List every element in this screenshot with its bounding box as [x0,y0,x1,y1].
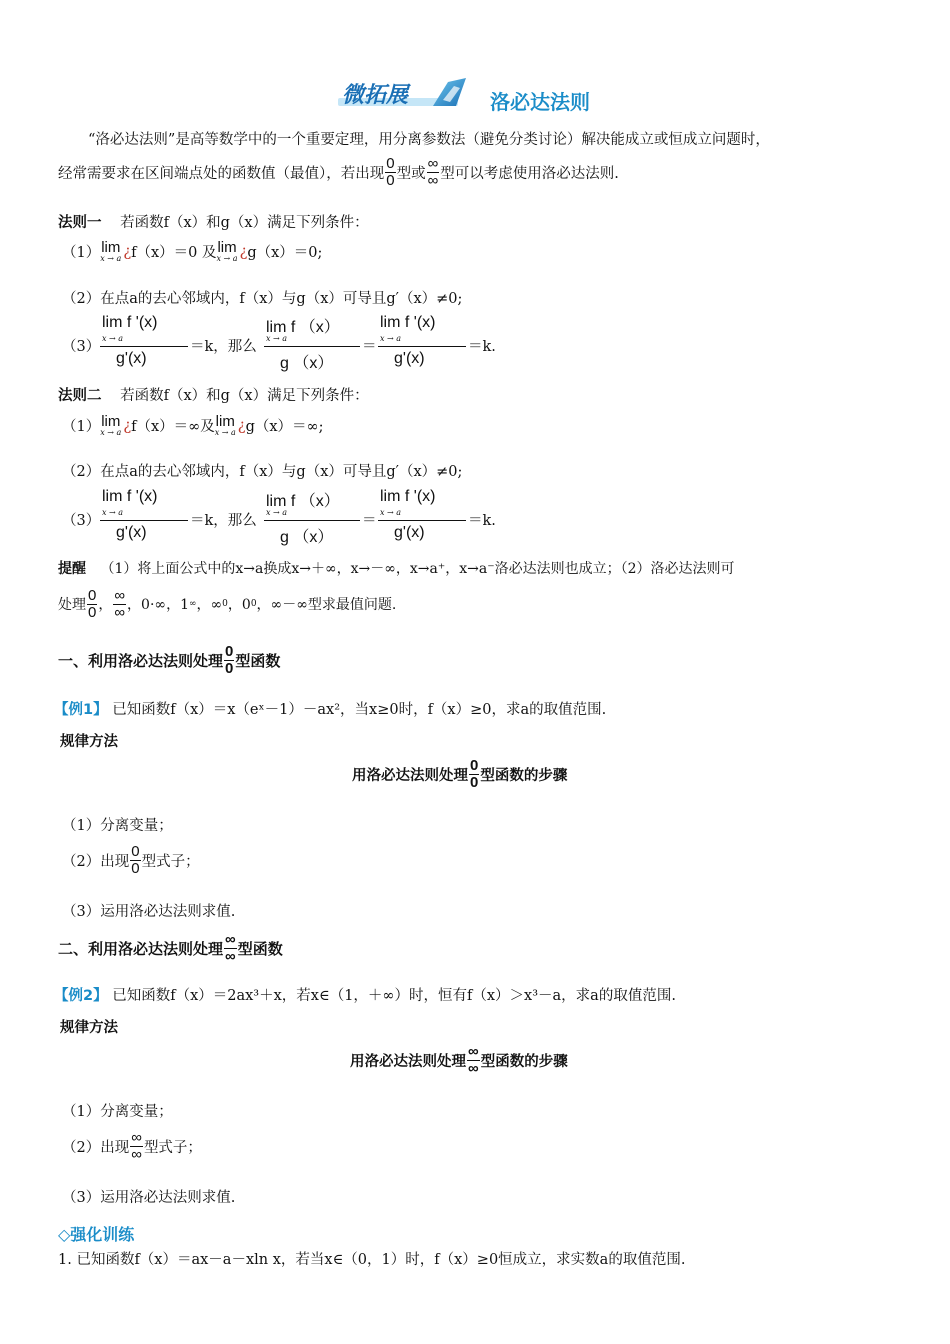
limit-symbol: lim x → a [100,413,122,437]
fraction-inf-over-inf: $\frac{\infty}{\infty}$ [114,587,126,621]
fraction-zero-over-zero: $\frac{0}{0}$ [470,757,479,791]
page-title: 洛必达法则 [490,90,590,114]
section1-step3: （3）运用洛必达法则求值. [62,904,236,920]
rule1-condition: 若函数f（x）和g（x）满足下列条件： [120,215,369,231]
fraction-zero-over-zero: $\frac{0}{0}$ [225,643,234,677]
logo-badge [338,76,468,110]
example1 [54,698,606,719]
garbled-glyph: ¿ [123,243,132,260]
section2-heading: 二、利用洛必达法则处理 $\frac{\infty}{\infty}$ 型函数 [58,931,283,965]
reminder-label: 提醒 [58,561,86,577]
rule2-frac2-den: g （x） [280,529,334,546]
example2-label: 【例2】 [54,988,108,1004]
training-heading: ◇强化训练 [58,1225,135,1244]
section2-step3: （3）运用洛必达法则求值. [62,1190,236,1206]
fraction-zero-over-zero: $\frac{0}{0}$ [386,155,395,189]
rule2-heading: 法则二 [58,388,102,404]
reminder-line-1 [58,558,735,578]
example2 [54,984,676,1005]
section2-step1: （1）分离变量； [62,1104,173,1120]
limit-symbol: lim x → a [100,239,122,263]
rule2-item3: （3） lim f '(x) x → a g'(x) ＝k，那么 lim f （x） x → a g （x） ＝ lim f '(x) x → a g'(x) ＝k. [62,488,496,546]
fraction-inf-over-inf: $\frac{\infty}{\infty}$ [468,1043,479,1077]
section1-step2: （2）出现 $\frac{0}{0}$ 型式子； [62,843,200,877]
fraction-inf-over-inf: $\frac{\infty}{\infty}$ [427,155,439,189]
rule1-item1: （1） lim x → a ¿ f（x）＝0 及 lim x → a ¿ g（x）＝0; [62,239,323,263]
fraction-zero-over-zero: $\frac{0}{0}$ [88,587,97,621]
intro-line-1: “洛必达法则”是高等数学中的一个重要定理，用分离参数法（避免分类讨论）解决能成立或恒成立问题时， [88,132,770,148]
example1-text: 已知函数f（x）＝x（eˣ－1）－ax²，当x≥0时，f（x）≥0，求a的取值范围. [112,702,607,718]
rule1-item2: （2）在点a的去心邻域内，f（x）与g（x）可导且g′（x）≠0; [62,291,463,307]
rule2-frac3-den: g'(x) [394,524,425,541]
rule2-item1: （1） lim x → a ¿ f（x）＝∞及 lim x → a ¿ g（x）＝∞; [62,413,324,437]
garbled-glyph: ¿ [123,417,132,434]
reminder-line-2: 处理 $\frac{0}{0}$ ， $\frac{\infty}{\infty}$ ，0·∞，1 ∞ ，∞ 0 ，0 0 ，∞－∞型求最值问题. [58,587,397,621]
rule1-item3: （3） lim f '(x) x → a g'(x) ＝k，那么 lim f （x） x → a g （x） ＝ lim f '(x) x → a g'(x) ＝k. [62,314,496,372]
rule1-frac2-num: lim f （x） [266,319,340,336]
section2-method-label: 规律方法 [60,1020,118,1036]
rule2-heading-line [58,384,369,405]
example2-text: 已知函数f（x）＝2ax³＋x，若x∈（1，＋∞）时，恒有f（x）＞x³－a，求a的取值范围. [112,988,676,1004]
limit-symbol: lim x → a [214,413,236,437]
rule2-condition: 若函数f（x）和g（x）满足下列条件： [120,388,369,404]
rule1-frac3-num: lim f '(x) [380,314,436,331]
limit-symbol: lim x → a [216,239,238,263]
section1-method-label: 规律方法 [60,734,118,750]
intro-text-b: 型或 [396,165,426,182]
rule1-frac2-den: g （x） [280,355,334,372]
section2-method-title: 用洛必达法则处理 $\frac{\infty}{\infty}$ 型函数的步骤 [350,1043,568,1077]
rule2-frac1-num: lim f '(x) [102,488,158,505]
training-item-1: 1. 已知函数f（x）＝ax－a－xln x，若当x∈（0，1）时，f（x）≥0恒成立，求实数a的取值范围. [58,1252,686,1268]
intro-text-a: 经常需要求在区间端点处的函数值（最值），若出现 [58,165,385,182]
garbled-glyph: ¿ [239,243,248,260]
section2-step2: （2）出现 $\frac{\infty}{\infty}$ 型式子； [62,1129,202,1163]
rule1-frac3-den: g'(x) [394,350,425,367]
rule1-heading-line [58,211,369,232]
fraction-zero-over-zero: $\frac{0}{0}$ [131,843,140,877]
rule2-frac2-num: lim f （x） [266,493,340,510]
garbled-glyph: ¿ [237,417,246,434]
rule2-item2: （2）在点a的去心邻域内，f（x）与g（x）可导且g′（x）≠0; [62,464,463,480]
logo-text: 微拓展 [342,83,409,108]
fraction-inf-over-inf: $\frac{\infty}{\infty}$ [225,931,236,965]
rule1-heading: 法则一 [58,215,102,231]
intro-text-c: 型可以考虑使用洛必达法则. [440,165,619,182]
section1-method-title: 用洛必达法则处理 $\frac{0}{0}$ 型函数的步骤 [352,757,568,791]
rule2-frac1-den: g'(x) [116,524,147,541]
section1-step1: （1）分离变量； [62,818,173,834]
fraction-inf-over-inf: $\frac{\infty}{\infty}$ [131,1129,142,1163]
reminder-text-1: （1）将上面公式中的x→a换成x→＋∞，x→－∞，x→a⁺，x→a⁻洛必达法则也成立；（2）洛必达法则可 [100,561,735,577]
rule1-frac1-den: g'(x) [116,350,147,367]
section1-heading: 一、利用洛必达法则处理 $\frac{0}{0}$ 型函数 [58,643,281,677]
rule2-frac3-num: lim f '(x) [380,488,436,505]
rule1-frac1-num: lim f '(x) [102,314,158,331]
intro-line-2 [58,156,619,189]
example1-label: 【例1】 [54,702,108,718]
